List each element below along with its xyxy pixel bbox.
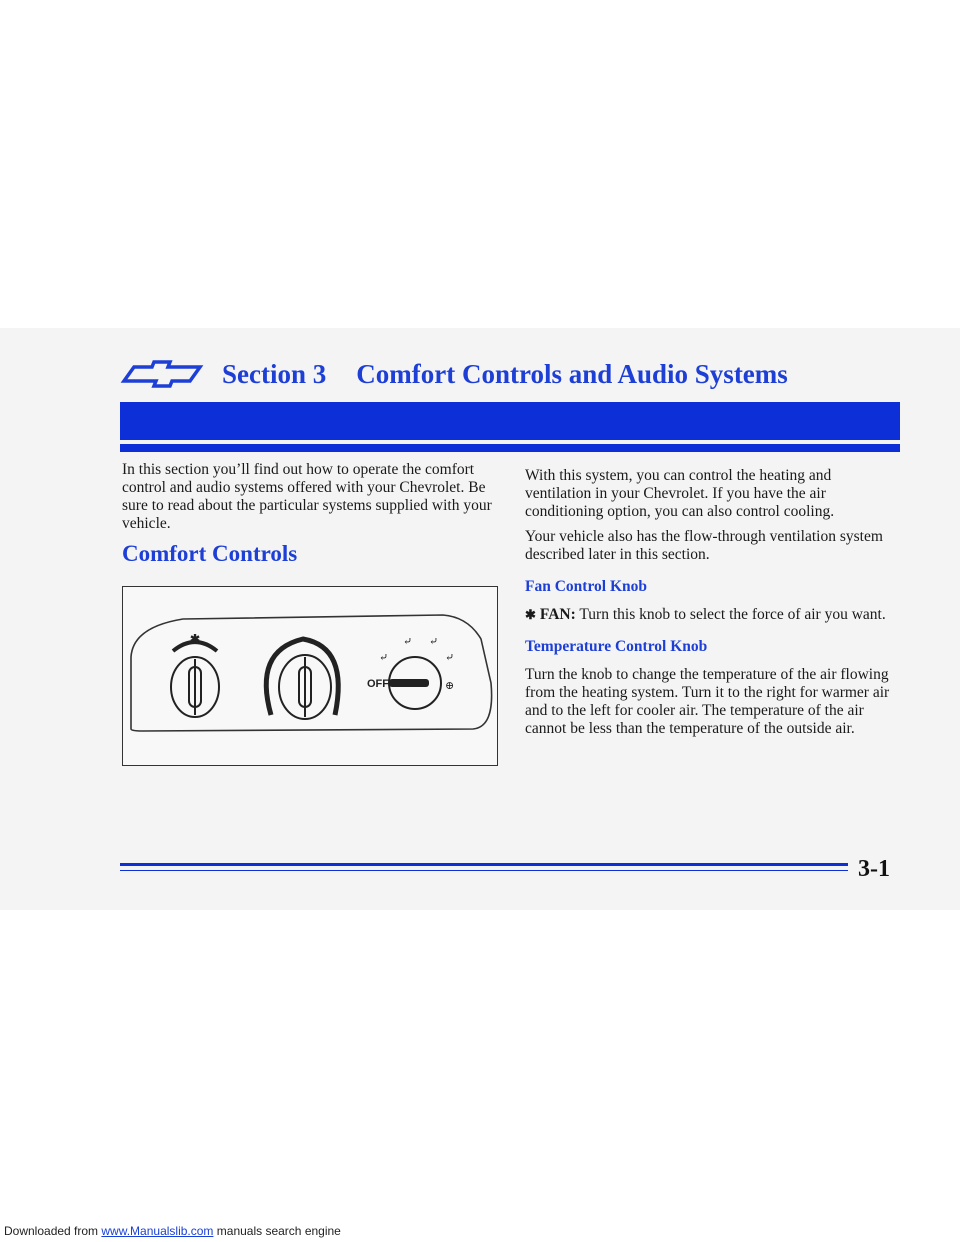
fan-text: Turn this knob to select the force of air you want.	[575, 606, 886, 623]
climate-control-illustration	[122, 586, 498, 766]
comfort-controls-heading: Comfort Controls	[122, 541, 298, 566]
svg-text:⤶: ⤶	[445, 652, 455, 664]
download-notice	[4, 1224, 341, 1238]
svg-text:⤶: ⤶	[403, 636, 413, 648]
footer-rule-thin	[120, 870, 848, 871]
off-label: OFF	[367, 678, 389, 690]
fan-label: FAN:	[539, 606, 576, 623]
download-suffix: manuals search engine	[213, 1224, 341, 1238]
page-number: 3-1	[858, 856, 890, 882]
download-prefix: Downloaded from	[4, 1224, 102, 1238]
section-header	[120, 352, 788, 396]
ventilation-paragraph: Your vehicle also has the flow-through ventilation system described later in this section.	[525, 528, 883, 563]
system-paragraph: With this system, you can control the heating and ventilation in your Chevrolet. If you have the air conditioning option, you can also control cooling.	[525, 467, 835, 520]
fan-paragraph	[525, 606, 900, 624]
right-column	[525, 467, 900, 745]
svg-text:⤶: ⤶	[379, 652, 389, 664]
footer-rule	[120, 863, 848, 866]
fan-control-heading: Fan Control Knob	[525, 578, 648, 595]
svg-text:⤶: ⤶	[429, 636, 439, 648]
temperature-paragraph: Turn the knob to change the temperature of the air flowing from the heating system. Turn it to the right for warmer air and to the left for cooler air. The temperature of the air cannot be less than the temperature of the outside air.	[525, 666, 890, 737]
intro-paragraph: In this section you’ll find out how to operate the comfort control and audio systems offered with your Chevrolet. Be sure to read about the particular systems supplied with your vehicle.	[122, 461, 492, 532]
svg-text:⊕: ⊕	[445, 680, 455, 692]
manualslib-link[interactable]: www.Manualslib.com	[101, 1224, 214, 1238]
left-column	[122, 461, 497, 566]
header-rule	[120, 444, 900, 452]
temperature-control-heading: Temperature Control Knob	[525, 638, 708, 655]
header-band	[120, 402, 900, 440]
section-title: Comfort Controls and Audio Systems	[356, 358, 788, 389]
fan-icon: ✱	[525, 607, 536, 622]
chevrolet-bowtie-icon	[120, 359, 204, 389]
section-number: Section 3	[222, 358, 327, 389]
svg-text:✱: ✱	[189, 632, 201, 646]
